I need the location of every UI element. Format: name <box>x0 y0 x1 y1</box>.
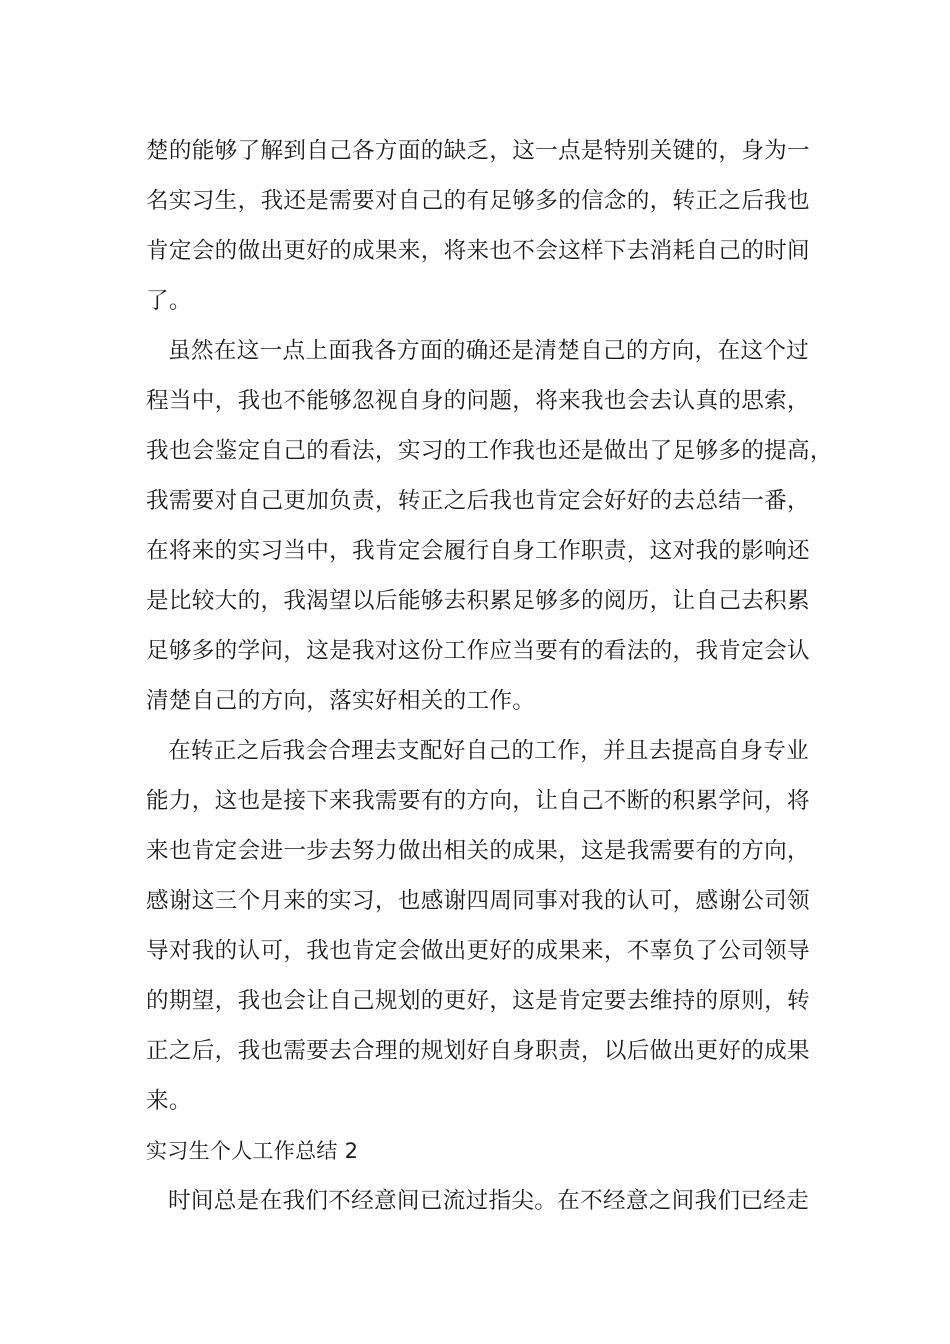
text-line: 在将来的实习当中，我肯定会履行自身工作职责，这对我的影响还 <box>146 538 810 564</box>
text-line: 是比较大的，我渴望以后能够去积累足够多的阅历，让自己去积累 <box>146 588 810 614</box>
text-line: 导对我的认可，我也肯定会做出更好的成果来，不辜负了公司领导 <box>146 938 810 964</box>
paragraph-first-line: 虽然在这一点上面我各方面的确还是清楚自己的方向，在这个过 <box>168 338 810 364</box>
text-line: 肯定会的做出更好的成果来，将来也不会这样下去消耗自己的时间 <box>146 238 810 264</box>
text-line: 名实习生，我还是需要对自己的有足够多的信念的，转正之后我也 <box>146 188 810 214</box>
paragraph-first-line: 时间总是在我们不经意间已流过指尖。在不经意之间我们已经走 <box>168 1188 810 1214</box>
text-line: 正之后，我也需要去合理的规划好自身职责，以后做出更好的成果 <box>146 1038 810 1064</box>
text-line: 能力，这也是接下来我需要有的方向，让自己不断的积累学问，将 <box>146 788 810 814</box>
text-line: 楚的能够了解到自己各方面的缺乏，这一点是特别关键的，身为一 <box>146 138 810 164</box>
text-line: 足够多的学问，这是我对这份工作应当要有的看法的，我肯定会认 <box>146 638 810 664</box>
text-line: 我需要对自己更加负责，转正之后我也肯定会好好的去总结一番， <box>146 488 810 514</box>
paragraph-first-line: 在转正之后我会合理去支配好自己的工作，并且去提高自身专业 <box>168 738 810 764</box>
text-line: 清楚自己的方向，落实好相关的工作。 <box>146 688 536 714</box>
section-heading: 实习生个人工作总结 2 <box>146 1139 359 1163</box>
text-line: 的期望，我也会让自己规划的更好，这是肯定要去维持的原则，转 <box>146 988 810 1014</box>
text-line: 程当中，我也不能够忽视自身的问题，将来我也会去认真的思索， <box>146 388 810 414</box>
text-line: 来也肯定会进一步去努力做出相关的成果，这是我需要有的方向， <box>146 838 810 864</box>
text-line: 了。 <box>146 288 192 314</box>
text-line: 感谢这三个月来的实习，也感谢四周同事对我的认可，感谢公司领 <box>146 888 810 914</box>
text-line: 我也会鉴定自己的看法，实习的工作我也还是做出了足够多的提高， <box>146 438 833 464</box>
text-line: 来。 <box>146 1088 192 1114</box>
